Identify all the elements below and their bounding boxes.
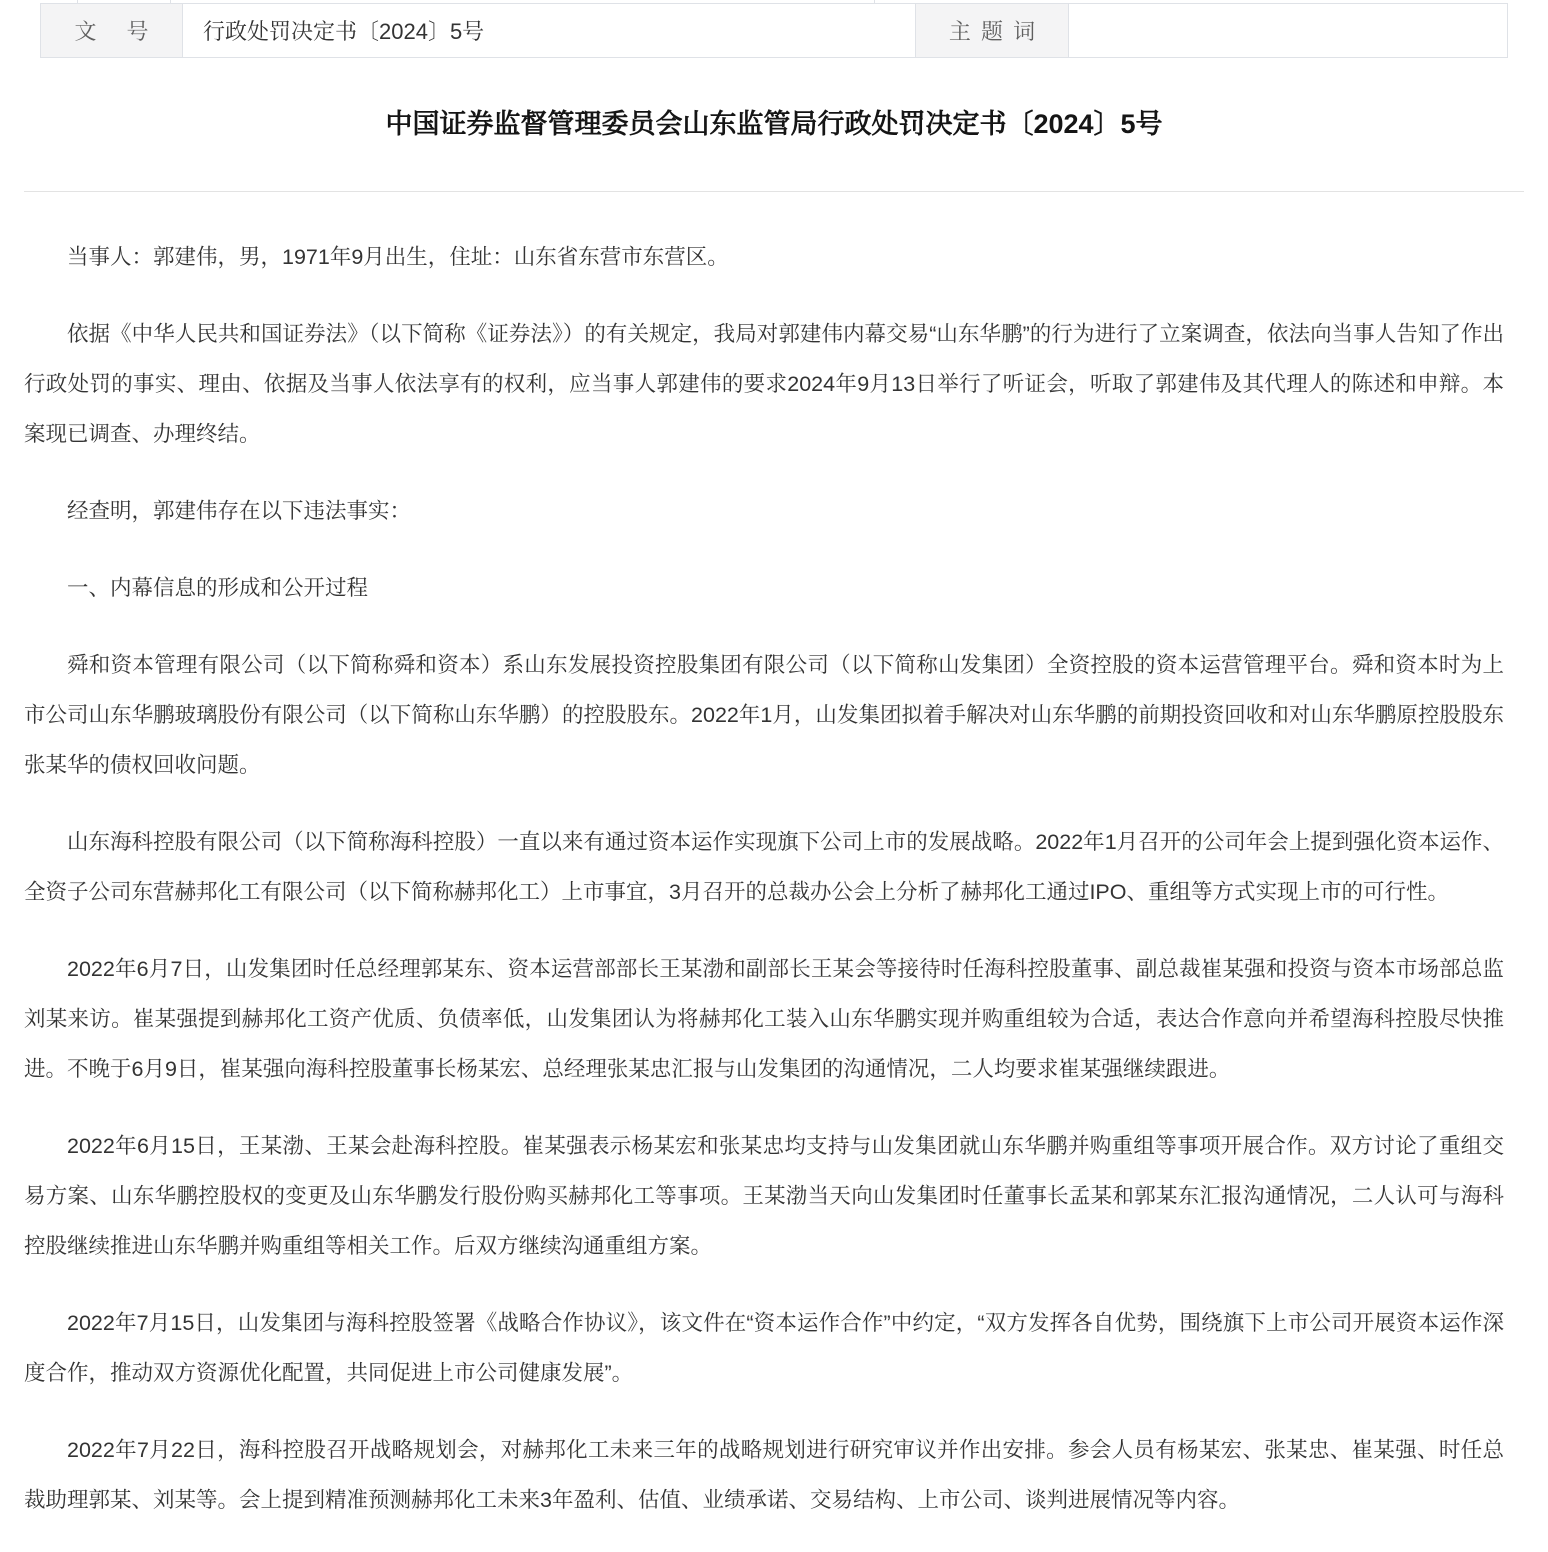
- body-paragraph-findings-intro: 经查明，郭建伟存在以下违法事实：: [67, 499, 412, 523]
- body-paragraph: 舜和资本管理有限公司（以下简称舜和资本）系山东发展投资控股集团有限公司（以下简称山发集团）全资控股的资本运营管理平台。舜和资本时为上市公司山东华鹏玻璃股份有限公司（以下简称山东华鹏）的控股股东。2022年1月，山发集团拟着手解决对山东华鹏的前期投资回收和对山东华鹏原控股股东张某华的债权回收问题。: [24, 653, 1504, 777]
- body-paragraph: 2022年6月15日，王某渤、王某会赴海科控股。崔某强表示杨某宏和张某忠均支持与山发集团就山东华鹏并购重组等事项开展合作。双方讨论了重组交易方案、山东华鹏控股权的变更及山东华鹏发行股份购买赫邦化工等事项。王某渤当天向山发集团时任董事长孟某和郭某东汇报沟通情况，二人认可与海科控股继续推进山东华鹏并购重组等相关工作。后双方继续沟通重组方案。: [24, 1134, 1504, 1258]
- keywords-value-cell: [1069, 4, 1507, 57]
- body-paragraph-basis: 依据《中华人民共和国证券法》（以下简称《证券法》）的有关规定，我局对郭建伟内幕交易“山东华鹏”的行为进行了立案调查，依法向当事人告知了作出行政处罚的事实、理由、依据及当事人依法享有的权利，应当事人郭建伟的要求2024年9月13日举行了听证会，听取了郭建伟及其代理人的陈述和申辩。本案现已调查、办理终结。: [24, 322, 1504, 446]
- page-title: 中国证券监督管理委员会山东监管局行政处罚决定书〔2024〕5号: [385, 109, 1163, 139]
- title-divider: [24, 191, 1524, 192]
- body-paragraph: 2022年6月7日，山发集团时任总经理郭某东、资本运营部部长王某渤和副部长王某会等接待时任海科控股董事、副总裁崔某强和投资与资本市场部总监刘某来访。崔某强提到赫邦化工资产优质、负债率低，山发集团认为将赫邦化工装入山东华鹏实现并购重组较为合适，表达合作意向并希望海科控股尽快推进。不晚于6月9日，崔某强向海科控股董事长杨某宏、总经理张某忠汇报与山发集团的沟通情况，二人均要求崔某强继续跟进。: [24, 957, 1504, 1081]
- body-paragraph: 2022年7月22日，海科控股召开战略规划会，对赫邦化工未来三年的战略规划进行研究审议并作出安排。参会人员有杨某宏、张某忠、崔某强、时任总裁助理郭某、刘某等。会上提到精准预测赫邦化工未来3年盈利、估值、业绩承诺、交易结构、上市公司、谈判进展情况等内容。: [24, 1438, 1504, 1512]
- keywords-label-cell: [916, 4, 1069, 57]
- doc-number-value-cell: [183, 4, 916, 57]
- doc-number-value: 行政处罚决定书〔2024〕5号: [203, 19, 485, 44]
- keywords-label: 主 题 词: [948, 19, 1038, 44]
- body-paragraph: 2022年7月15日，山发集团与海科控股签署《战略合作协议》，该文件在“资本运作合作”中约定，“双方发挥各自优势，围绕旗下上市公司开展资本运作深度合作，推动双方资源优化配置，共同促进上市公司健康发展”。: [24, 1311, 1504, 1385]
- body-paragraph-section-heading: 一、内幕信息的形成和公开过程: [67, 576, 369, 600]
- doc-number-label: 文 号: [74, 19, 153, 44]
- doc-number-label-cell: [41, 4, 183, 57]
- document-body: [24, 232, 1504, 1525]
- document-meta-table: [40, 3, 1508, 58]
- body-paragraph: 山东海科控股有限公司（以下简称海科控股）一直以来有通过资本运作实现旗下公司上市的发展战略。2022年1月召开的公司年会上提到强化资本运作、全资子公司东营赫邦化工有限公司（以下简称赫邦化工）上市事宜，3月召开的总裁办公会上分析了赫邦化工通过IPO、重组等方式实现上市的可行性。: [24, 830, 1504, 904]
- body-paragraph-party: 当事人：郭建伟，男，1971年9月出生，住址：山东省东营市东营区。: [67, 245, 729, 269]
